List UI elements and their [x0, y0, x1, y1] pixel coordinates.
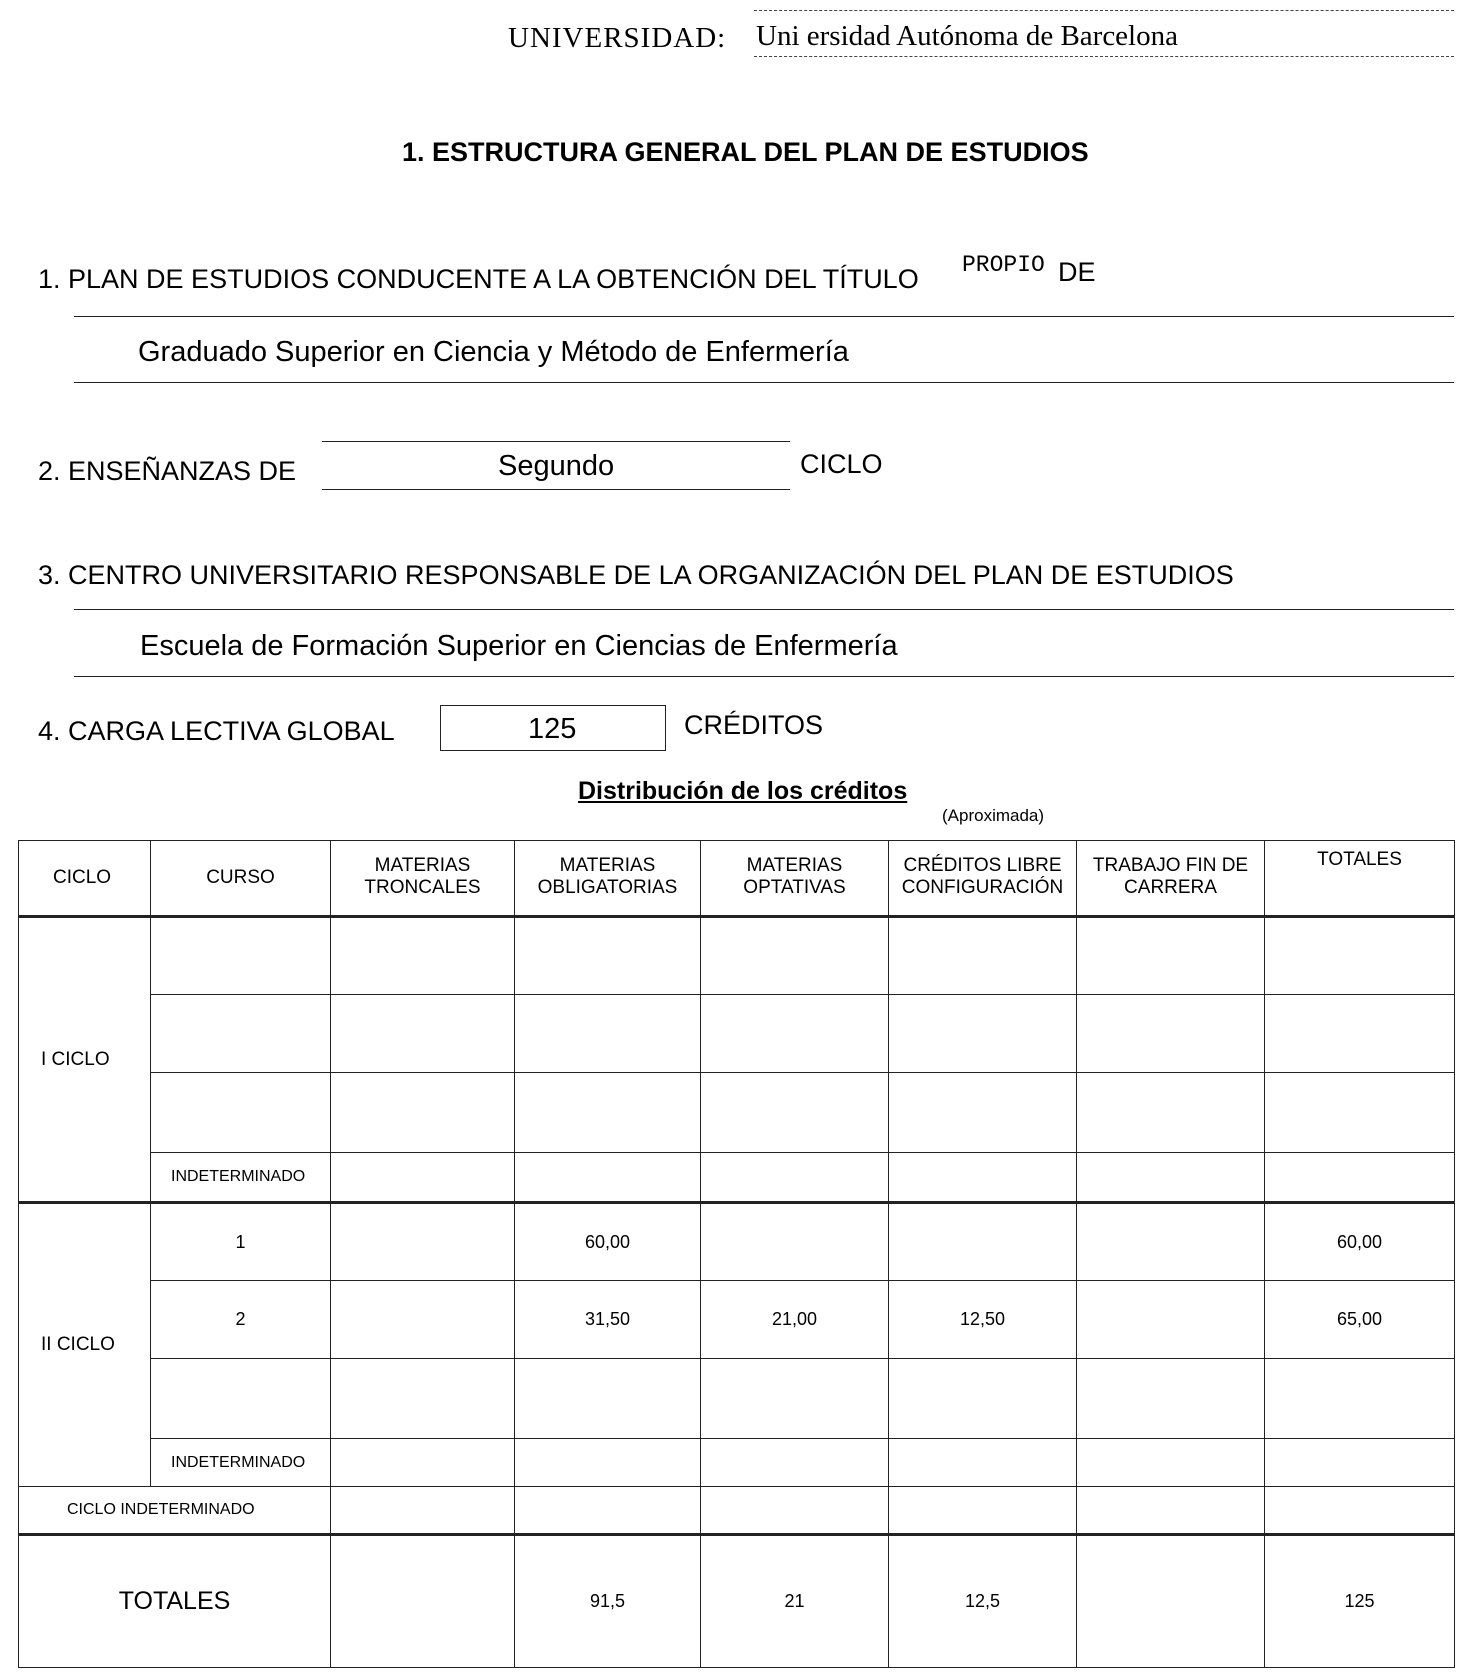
university-underline: [754, 56, 1454, 57]
header-troncales: MATERIAS TRONCALES: [331, 841, 515, 917]
header-libre: CRÉDITOS LIBRE CONFIGURACIÓN: [889, 841, 1077, 917]
cell-totales: 65,00: [1265, 1281, 1455, 1359]
cycle-1-label: I CICLO: [19, 917, 151, 1203]
section-2-label: 2. ENSEÑANZAS DE: [38, 456, 297, 486]
cycle-1-course-2: [151, 995, 331, 1073]
ciclo-indeterminado-label: CICLO INDETERMINADO: [19, 1487, 331, 1535]
table-row: [19, 995, 1455, 1073]
cell-totales: 60,00: [1265, 1203, 1455, 1281]
cell-optativas: 21,00: [701, 1281, 889, 1359]
header-curso: CURSO: [151, 841, 331, 917]
degree-title-field: Graduado Superior en Ciencia y Método de Enfermería: [138, 336, 849, 368]
table-row: [19, 917, 1455, 995]
totals-label: TOTALES: [19, 1535, 331, 1668]
table-row: [19, 1359, 1455, 1439]
section-2-suffix: CICLO: [800, 449, 883, 479]
university-label: UNIVERSIDAD:: [508, 22, 727, 54]
university-underline-top: [754, 10, 1454, 11]
totals-row: [19, 1535, 1455, 1668]
header-totales: TOTALES: [1265, 841, 1455, 917]
cycle-2-label: II CICLO: [19, 1203, 151, 1487]
table-row: [19, 1487, 1455, 1535]
distribution-subtitle: (Aproximada): [942, 806, 1045, 825]
section-1-label: 1. PLAN DE ESTUDIOS CONDUCENTE A LA OBTENCIÓN DEL TÍTULO: [38, 264, 919, 294]
section-1-line-top: [74, 316, 1454, 317]
section-4-label: 4. CARGA LECTIVA GLOBAL: [38, 716, 395, 746]
cell-obligatorias: 60,00: [515, 1203, 701, 1281]
header-obligatorias: MATERIAS OBLIGATORIAS: [515, 841, 701, 917]
section-1-line-bottom: [74, 382, 1454, 383]
table-row: [19, 1281, 1455, 1359]
cycle-2-indeterminado: INDETERMINADO: [151, 1439, 331, 1487]
cycle-field: Segundo: [498, 450, 615, 482]
cell-libre: 12,50: [889, 1281, 1077, 1359]
total-libre: 12,5: [889, 1535, 1077, 1668]
section-1-suffix: DE: [1058, 257, 1096, 287]
cycle-2-course-3: [151, 1359, 331, 1439]
cycle-1-course-3: [151, 1073, 331, 1153]
global-load-units: CRÉDITOS: [684, 710, 824, 740]
table-row: [19, 1153, 1455, 1203]
responsible-center-field: Escuela de Formación Superior en Ciencias de Enfermería: [140, 630, 898, 662]
global-load-field: 125: [528, 713, 577, 745]
total-totales: 125: [1265, 1535, 1455, 1668]
page-title: 1. ESTRUCTURA GENERAL DEL PLAN DE ESTUDIOS: [402, 137, 1089, 167]
cycle-2-course: 1: [151, 1203, 331, 1281]
cell-obligatorias: 31,50: [515, 1281, 701, 1359]
cycle-1-course-1: [151, 917, 331, 995]
table-row: [19, 1439, 1455, 1487]
cycle-1-indeterminado: INDETERMINADO: [151, 1153, 331, 1203]
total-optativas: 21: [701, 1535, 889, 1668]
cycle-2-course: 2: [151, 1281, 331, 1359]
distribution-title: Distribución de los créditos: [578, 777, 908, 805]
section-3-line-top: [74, 609, 1454, 610]
header-optativas: MATERIAS OPTATIVAS: [701, 841, 889, 917]
section-1-title-type: PROPIO: [962, 252, 1045, 278]
university-value: Uni ersidad Autónoma de Barcelona: [756, 20, 1178, 52]
table-header-row: [19, 841, 1455, 917]
header-trabajo: TRABAJO FIN DE CARRERA: [1077, 841, 1265, 917]
header-ciclo: CICLO: [19, 841, 151, 917]
section-3-line-bottom: [74, 676, 1454, 677]
section-3-label: 3. CENTRO UNIVERSITARIO RESPONSABLE DE LA ORGANIZACIÓN DEL PLAN DE ESTUDIOS: [38, 560, 1234, 590]
credits-distribution-table: [18, 840, 1455, 1668]
table-row: [19, 1073, 1455, 1153]
table-row: [19, 1203, 1455, 1281]
total-obligatorias: 91,5: [515, 1535, 701, 1668]
